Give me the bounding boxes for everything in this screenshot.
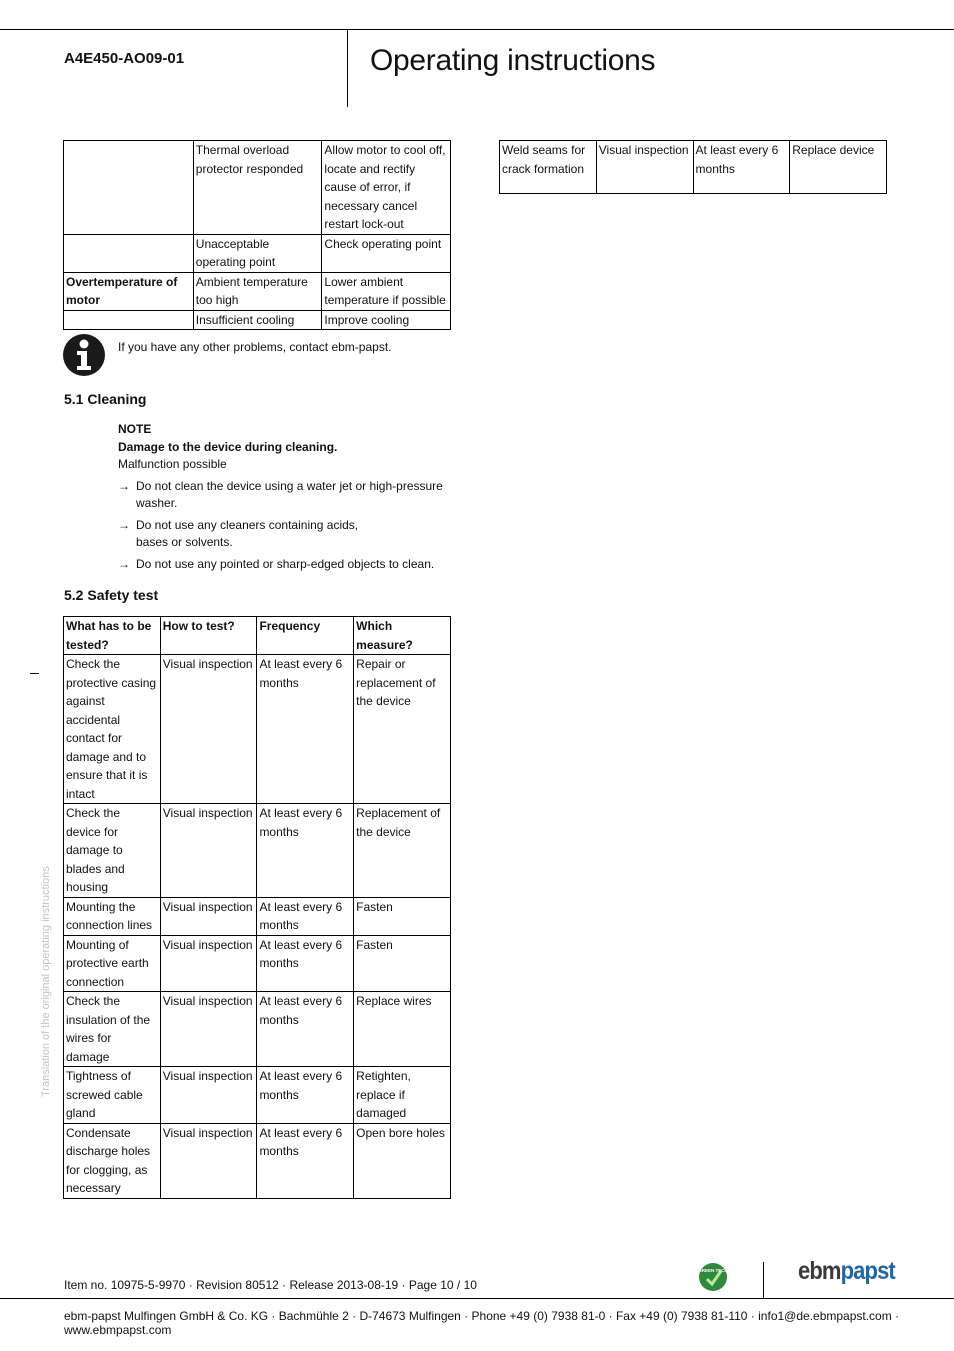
- greentech-logo: [698, 1262, 728, 1295]
- table-cell: Visual inspection: [160, 1067, 257, 1124]
- column-header: How to test?: [160, 617, 257, 655]
- info-text: If you have any other problems, contact ebm-papst.: [118, 340, 392, 354]
- greentech-badge-icon: [698, 1262, 728, 1292]
- table-cell: Visual inspection: [160, 1123, 257, 1198]
- table-cell: Retighten, replace if damaged: [354, 1067, 451, 1124]
- table-row: [64, 935, 451, 992]
- table-row: [64, 310, 451, 330]
- table-cell: Improve cooling: [322, 310, 451, 330]
- table-row: [64, 992, 451, 1067]
- table-row: [64, 272, 451, 310]
- table-cell: At least every 6 months: [257, 897, 354, 935]
- safety-heading: 5.2 Safety test: [64, 587, 159, 603]
- header-divider: [347, 29, 348, 107]
- table-cell: Visual inspection: [160, 804, 257, 898]
- note-item: [118, 556, 458, 574]
- table-row: [64, 141, 451, 235]
- table-cell: Visual inspection: [160, 935, 257, 992]
- safety-test-table: [63, 616, 451, 1199]
- table-cell: Replace device: [790, 141, 887, 194]
- table-row: [64, 1067, 451, 1124]
- table-cell: Check operating point: [322, 234, 451, 272]
- table-cell: [64, 310, 194, 330]
- table-cell: At least every 6 months: [257, 804, 354, 898]
- arrow-icon: →: [118, 556, 130, 571]
- cleaning-heading: 5.1 Cleaning: [64, 391, 147, 407]
- table-row: [64, 804, 451, 898]
- table-cell: At least every 6 months: [257, 935, 354, 992]
- table-cell: At least every 6 months: [257, 1123, 354, 1198]
- logo-divider: [763, 1262, 764, 1298]
- table-cell: Mounting of protective earth connection: [64, 935, 161, 992]
- table-cell: At least every 6 months: [257, 655, 354, 804]
- page-title: Operating instructions: [370, 44, 656, 77]
- table-cell: Replace wires: [354, 992, 451, 1067]
- table-cell: Fasten: [354, 935, 451, 992]
- table-cell: At least every 6 months: [257, 992, 354, 1067]
- table-cell: Allow motor to cool off, locate and rectify cause of error, if necessary cancel restart lock-out: [322, 141, 451, 235]
- table-cell: Visual inspection: [160, 992, 257, 1067]
- arrow-icon: →: [118, 517, 130, 532]
- table-cell: Replacement of the device: [354, 804, 451, 898]
- side-margin-text: Translation of the original operating instructions: [40, 866, 52, 1097]
- header-top-rule: [0, 29, 954, 30]
- table-row: [64, 234, 451, 272]
- note-item: [118, 517, 376, 552]
- note-item-text: Do not use any cleaners containing acids, bases or solvents.: [136, 517, 359, 549]
- table-cell: Insufficient cooling: [193, 310, 322, 330]
- note-item: [118, 478, 458, 513]
- table-row: [64, 1123, 451, 1198]
- table-cell: Mounting the connection lines: [64, 897, 161, 935]
- arrow-icon: →: [118, 478, 130, 493]
- table-row: [64, 897, 451, 935]
- table-cell: Tightness of screwed cable gland: [64, 1067, 161, 1124]
- column-header: What has to be tested?: [64, 617, 161, 655]
- model-number: A4E450-AO09-01: [64, 50, 185, 67]
- table-cell: Lower ambient temperature if possible: [322, 272, 451, 310]
- table-cell: Check the protective casing against accidental contact for damage and to ensure that it is intact: [64, 655, 161, 804]
- table-cell: Visual inspection: [596, 141, 693, 194]
- table-cell: Thermal overload protector responded: [193, 141, 322, 235]
- table-cell: [64, 234, 194, 272]
- footer-rule: [0, 1298, 954, 1299]
- table-cell: Check the device for damage to blades and housing: [64, 804, 161, 898]
- ebmpapst-logo: ebmpapst: [798, 1257, 895, 1285]
- note-title: Damage to the device during cleaning.: [118, 439, 338, 454]
- note-subtitle: Malfunction possible: [118, 457, 227, 471]
- table-cell: Unacceptable operating point: [193, 234, 322, 272]
- table-row: [64, 655, 451, 804]
- table-cell: Open bore holes: [354, 1123, 451, 1198]
- note-item-text: Do not clean the device using a water jet or high-pressure washer.: [136, 478, 443, 510]
- table-row: [500, 141, 887, 194]
- table-cell: Overtemperature of motor: [64, 272, 194, 310]
- table-cell: [64, 141, 194, 235]
- company-address: ebm-papst Mulfingen GmbH & Co. KG · Bachmühle 2 · D-74673 Mulfingen · Phone +49 (0) 7938 81-0 · Fax +49 (0) 7938 81-110 · info1@de.ebmpapst.com · www.ebmpapst.com: [64, 1309, 900, 1337]
- table-cell: Weld seams for crack formation: [500, 141, 597, 194]
- column-header: Which measure?: [354, 617, 451, 655]
- note-item-text: Do not use any pointed or sharp-edged objects to clean.: [136, 556, 435, 571]
- table-cell: Ambient temperature too high: [193, 272, 322, 310]
- cleaning-note: [118, 421, 458, 573]
- table-cell: Repair or replacement of the device: [354, 655, 451, 804]
- info-icon: [62, 333, 106, 377]
- table-cell: Visual inspection: [160, 897, 257, 935]
- item-info-line: Item no. 10975-5-9970 · Revision 80512 · Release 2013-08-19 · Page 10 / 10: [64, 1278, 477, 1292]
- table-cell: At least every 6 months: [693, 141, 790, 194]
- table-cell: Fasten: [354, 897, 451, 935]
- table-cell: Check the insulation of the wires for damage: [64, 992, 161, 1067]
- greentech-text: GREEN TECH: [698, 1268, 728, 1273]
- troubleshooting-table: [63, 140, 451, 330]
- table-cell: Condensate discharge holes for clogging, as necessary: [64, 1123, 161, 1198]
- table-cell: Visual inspection: [160, 655, 257, 804]
- column-header: Frequency: [257, 617, 354, 655]
- table-cell: At least every 6 months: [257, 1067, 354, 1124]
- weld-inspection-table: [499, 140, 887, 194]
- note-label: NOTE: [118, 422, 152, 436]
- margin-tick: [30, 673, 39, 674]
